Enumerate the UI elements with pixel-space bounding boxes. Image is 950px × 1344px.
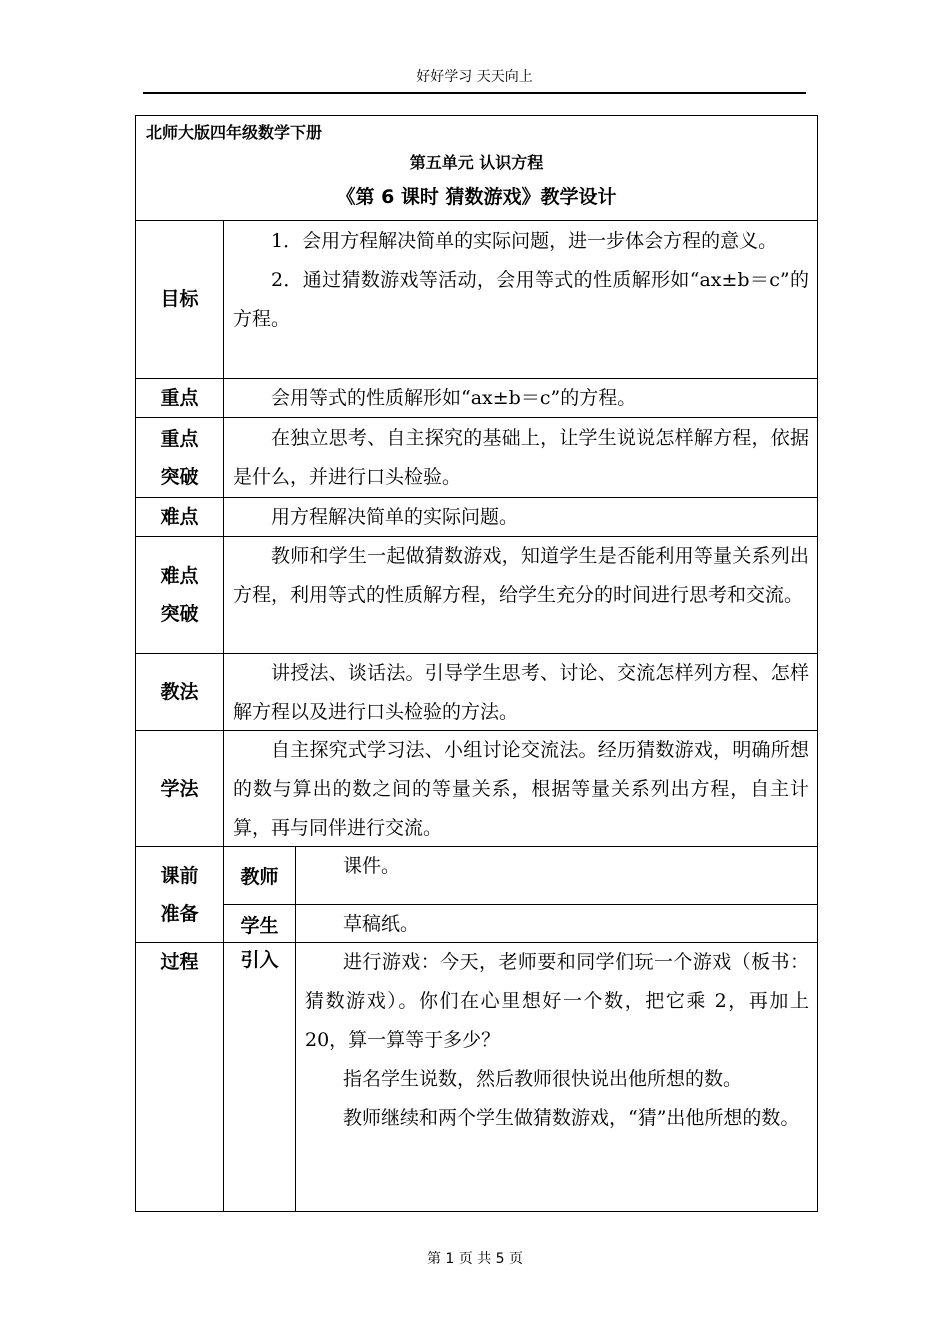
label-difficulty: 难点	[136, 498, 224, 536]
label-teaching-method: 教法	[136, 654, 224, 730]
label-prep-student: 学生	[224, 905, 296, 943]
learning-method-content	[224, 731, 817, 848]
label-difficulty-break	[136, 537, 224, 653]
unit-title: 第五单元 认识方程	[409, 153, 544, 172]
lesson-plan-table	[135, 115, 818, 1212]
label-prep-1: 课前	[160, 864, 199, 887]
row-difficulty-break	[136, 537, 817, 654]
teaching-method-text: 讲授法、谈话法。引导学生思考、讨论、交流怎样列方程、怎样解方程以及进行口头检验的方法。	[233, 662, 809, 723]
label-difficulty-break-1: 难点	[160, 565, 199, 587]
label-goals: 目标	[136, 220, 224, 378]
process-text-3: 教师继续和两个学生做猜数游戏，“猜”出他所想的数。	[343, 1107, 800, 1129]
label-key: 重点	[136, 379, 224, 417]
row-key-break	[136, 418, 817, 498]
row-learning-method	[136, 731, 817, 847]
goals-content	[224, 222, 817, 339]
row-difficulty	[136, 498, 817, 537]
goal-1: 1．会用方程解决简单的实际问题，进一步体会方程的意义。	[271, 230, 778, 252]
page-header: 好好学习 天天向上	[143, 66, 806, 94]
label-prep	[136, 847, 224, 942]
key-break-content	[224, 419, 817, 497]
key-content	[224, 379, 817, 418]
title-block	[136, 116, 817, 221]
label-prep-teacher: 教师	[224, 847, 296, 905]
row-teaching-method	[136, 654, 817, 731]
label-key-break	[136, 418, 224, 497]
publisher-title: 北师大版四年级数学下册	[146, 123, 323, 142]
prep-student-content	[296, 905, 817, 944]
label-process-stage: 引入	[224, 943, 296, 1211]
difficulty-break-text: 教师和学生一起做猜数游戏，知道学生是否能利用等量关系列出方程，利用等式的性质解方程，给学生充分的时间进行思考和交流。	[233, 545, 809, 606]
difficulty-text: 用方程解决简单的实际问题。	[271, 506, 519, 528]
difficulty-content	[224, 498, 817, 537]
label-difficulty-break-2: 突破	[160, 603, 199, 625]
page-footer: 第 1 页 共 5 页	[426, 1251, 524, 1267]
label-prep-2: 准备	[160, 902, 199, 925]
row-key	[136, 379, 817, 418]
learning-method-text: 自主探究式学习法、小组讨论交流法。经历猜数游戏，明确所想的数与算出的数之间的等量关系，根据等量关系列出方程，自主计算，再与同伴进行交流。	[233, 739, 809, 839]
label-key-break-1: 重点	[160, 427, 199, 450]
prep-teacher-content	[296, 847, 817, 886]
label-learning-method: 学法	[136, 731, 224, 846]
process-text-2: 指名学生说数，然后教师很快说出他所想的数。	[343, 1068, 743, 1090]
teaching-method-content	[224, 654, 817, 732]
prep-student-text: 草稿纸。	[343, 913, 420, 935]
row-goals	[136, 220, 817, 379]
difficulty-break-content	[224, 537, 817, 615]
row-prep	[136, 847, 817, 943]
prep-teacher-text: 课件。	[343, 855, 401, 877]
row-process	[136, 943, 817, 1211]
lesson-title: 《第 6 课时 猜数游戏》教学设计	[336, 186, 617, 208]
key-text: 会用等式的性质解形如“ax±b＝c”的方程。	[271, 387, 637, 409]
process-content	[296, 943, 817, 1138]
key-break-text: 在独立思考、自主探究的基础上，让学生说说怎样解方程，依据是什么，并进行口头检验。	[233, 427, 809, 488]
goal-2: 2．通过猜数游戏等活动，会用等式的性质解形如“ax±b＝c”的方程。	[233, 269, 809, 330]
label-process: 过程	[136, 943, 224, 1211]
process-text-1: 进行游戏：今天，老师要和同学们玩一个游戏（板书：猜数游戏）。你们在心里想好一个数，把它乘 2，再加上 20，算一算等于多少？	[305, 951, 809, 1051]
label-key-break-2: 突破	[160, 465, 199, 488]
